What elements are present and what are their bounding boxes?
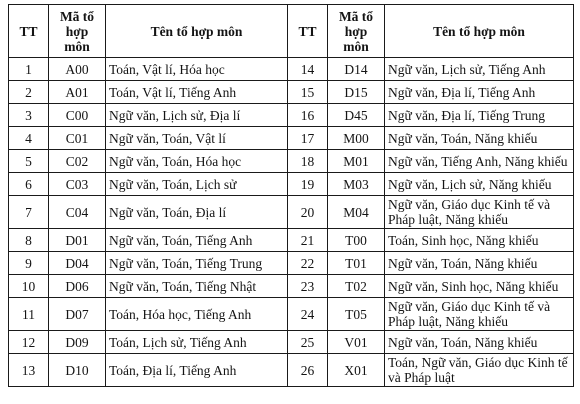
cell-tt: 16 (288, 104, 328, 127)
cell-tt: 20 (288, 196, 328, 229)
cell-subjects: Toán, Hóa học, Tiếng Anh (106, 298, 288, 331)
cell-subjects: Toán, Vật lí, Tiếng Anh (106, 81, 288, 104)
cell-subjects: Toán, Địa lí, Tiếng Anh (106, 354, 288, 387)
cell-subjects: Ngữ văn, Lịch sử, Địa lí (106, 104, 288, 127)
cell-subjects: Ngữ văn, Toán, Tiếng Anh (106, 229, 288, 252)
table-row (9, 196, 574, 229)
cell-tt: 22 (288, 252, 328, 275)
table-row (9, 298, 574, 331)
cell-code: X01 (328, 354, 385, 387)
cell-code: M00 (328, 127, 385, 150)
header-code-right (328, 5, 385, 58)
table-row (9, 354, 574, 387)
cell-subjects: Ngữ văn, Giáo dục Kinh tế và Pháp luật, Năng khiếu (385, 196, 574, 229)
table-row (9, 173, 574, 196)
cell-tt: 19 (288, 173, 328, 196)
subject-combination-document (8, 4, 574, 400)
table-row (9, 275, 574, 298)
table-row (9, 127, 574, 150)
cell-code: C02 (49, 150, 106, 173)
table-row (9, 150, 574, 173)
cell-tt: 10 (9, 275, 49, 298)
cell-tt: 11 (9, 298, 49, 331)
cell-subjects: Ngữ văn, Địa lí, Tiếng Anh (385, 81, 574, 104)
cell-subjects: Ngữ văn, Toán, Lịch sử (106, 173, 288, 196)
cell-tt: 5 (9, 150, 49, 173)
cell-code: D10 (49, 354, 106, 387)
cell-code: C00 (49, 104, 106, 127)
cell-code: D04 (49, 252, 106, 275)
cell-tt: 17 (288, 127, 328, 150)
header-tt-left: TT (9, 5, 49, 58)
cell-code: V01 (328, 331, 385, 354)
cell-subjects: Ngữ văn, Toán, Năng khiếu (385, 331, 574, 354)
cell-tt: 23 (288, 275, 328, 298)
cell-code: T02 (328, 275, 385, 298)
cell-tt: 14 (288, 58, 328, 81)
cell-subjects: Ngữ văn, Lịch sử, Tiếng Anh (385, 58, 574, 81)
subject-combination-table (8, 4, 574, 387)
cell-code: M03 (328, 173, 385, 196)
header-code-line-3: môn (343, 38, 369, 54)
cell-tt: 7 (9, 196, 49, 229)
cell-subjects: Ngữ văn, Toán, Địa lí (106, 196, 288, 229)
cell-code: D14 (328, 58, 385, 81)
cell-subjects: Ngữ văn, Sinh học, Năng khiếu (385, 275, 574, 298)
table-row (9, 229, 574, 252)
cell-code: A01 (49, 81, 106, 104)
cell-tt: 12 (9, 331, 49, 354)
table-row (9, 81, 574, 104)
cell-subjects: Ngữ văn, Toán, Vật lí (106, 127, 288, 150)
cell-code: C01 (49, 127, 106, 150)
header-code-line-3: môn (64, 38, 90, 54)
cell-tt: 4 (9, 127, 49, 150)
cell-tt: 8 (9, 229, 49, 252)
cell-subjects: Toán, Sinh học, Năng khiếu (385, 229, 574, 252)
cell-tt: 6 (9, 173, 49, 196)
cell-tt: 26 (288, 354, 328, 387)
table-row (9, 331, 574, 354)
cell-subjects: Ngữ văn, Toán, Tiếng Nhật (106, 275, 288, 298)
cell-code: M04 (328, 196, 385, 229)
cell-subjects: Ngữ văn, Địa lí, Tiếng Trung (385, 104, 574, 127)
cell-code: T00 (328, 229, 385, 252)
cell-subjects: Ngữ văn, Toán, Hóa học (106, 150, 288, 173)
cell-code: A00 (49, 58, 106, 81)
cell-tt: 3 (9, 104, 49, 127)
cell-code: C04 (49, 196, 106, 229)
cell-code: D01 (49, 229, 106, 252)
header-code-line-2: hợp (65, 23, 89, 39)
header-code-line-1: Mã tổ (338, 8, 374, 24)
header-name-right: Tên tổ hợp môn (385, 5, 574, 58)
table-header-row (9, 5, 574, 58)
header-code-left (49, 5, 106, 58)
cell-subjects: Toán, Lịch sử, Tiếng Anh (106, 331, 288, 354)
cell-tt: 2 (9, 81, 49, 104)
cell-tt: 18 (288, 150, 328, 173)
cell-subjects: Toán, Ngữ văn, Giáo dục Kinh tế và Pháp luật (385, 354, 574, 387)
table-row (9, 104, 574, 127)
cell-subjects: Toán, Vật lí, Hóa học (106, 58, 288, 81)
cell-subjects: Ngữ văn, Toán, Tiếng Trung (106, 252, 288, 275)
cell-subjects: Ngữ văn, Giáo dục Kinh tế và Pháp luật, Năng khiếu (385, 298, 574, 331)
cell-code: D09 (49, 331, 106, 354)
cell-tt: 21 (288, 229, 328, 252)
cell-subjects: Ngữ văn, Toán, Năng khiếu (385, 252, 574, 275)
cell-tt: 13 (9, 354, 49, 387)
cell-code: T05 (328, 298, 385, 331)
cell-code: D06 (49, 275, 106, 298)
cell-tt: 1 (9, 58, 49, 81)
cell-subjects: Ngữ văn, Toán, Năng khiếu (385, 127, 574, 150)
cell-code: T01 (328, 252, 385, 275)
table-row (9, 252, 574, 275)
cell-code: D15 (328, 81, 385, 104)
header-code-line-2: hợp (344, 23, 368, 39)
table-row (9, 58, 574, 81)
cell-code: C03 (49, 173, 106, 196)
cell-tt: 25 (288, 331, 328, 354)
cell-subjects: Ngữ văn, Tiếng Anh, Năng khiếu (385, 150, 574, 173)
header-code-line-1: Mã tổ (59, 8, 95, 24)
cell-tt: 15 (288, 81, 328, 104)
header-tt-right: TT (288, 5, 328, 58)
cell-code: D45 (328, 104, 385, 127)
cell-subjects: Ngữ văn, Lịch sử, Năng khiếu (385, 173, 574, 196)
cell-tt: 9 (9, 252, 49, 275)
header-name-left: Tên tổ hợp môn (106, 5, 288, 58)
cell-code: M01 (328, 150, 385, 173)
cell-tt: 24 (288, 298, 328, 331)
cell-code: D07 (49, 298, 106, 331)
